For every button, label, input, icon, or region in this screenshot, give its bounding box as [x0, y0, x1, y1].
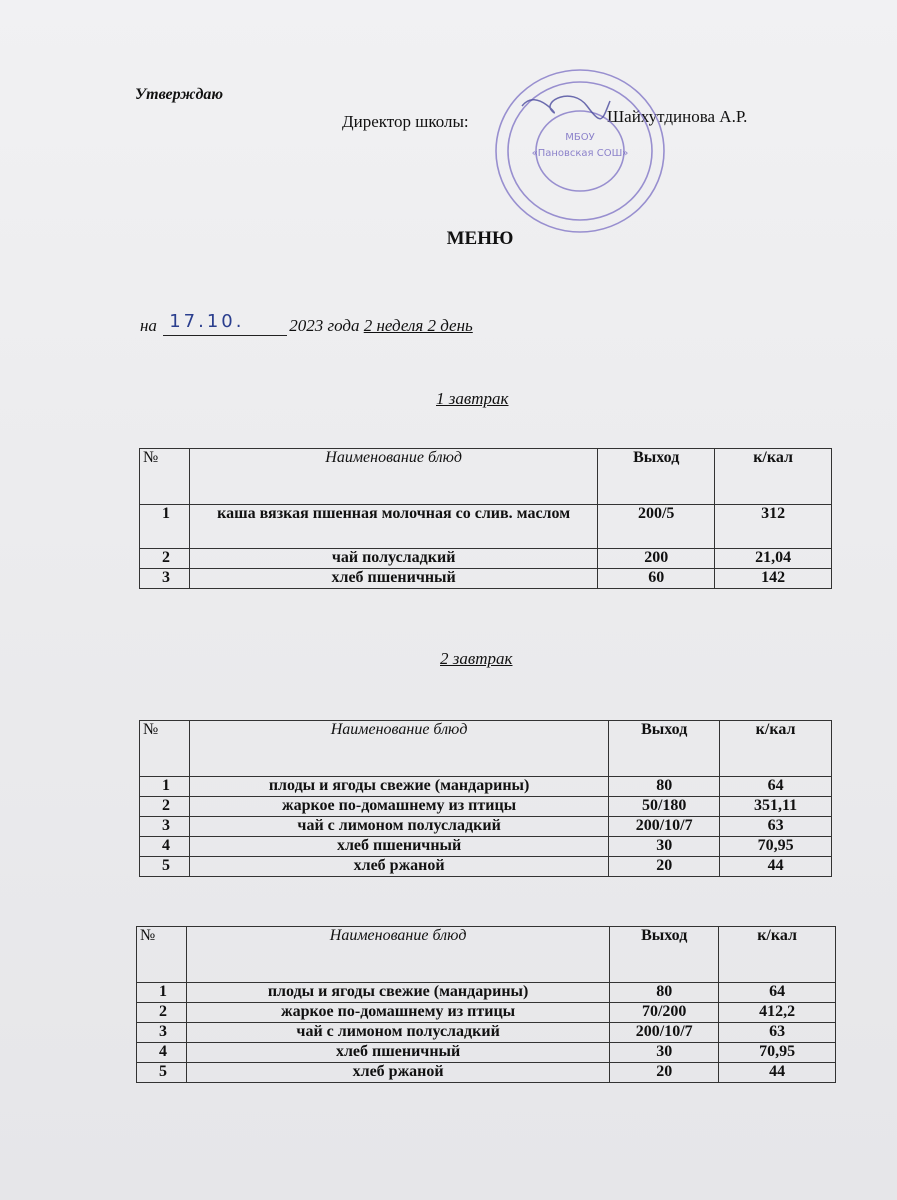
row-yield: 200/10/7	[609, 817, 720, 837]
row-yield: 60	[598, 569, 715, 589]
row-kcal: 312	[715, 505, 832, 549]
col-name: Наименование блюд	[186, 927, 609, 983]
table-row	[137, 1063, 836, 1083]
row-no: 3	[140, 817, 190, 837]
row-yield: 200/5	[598, 505, 715, 549]
week-day: 2 неделя 2 день	[363, 316, 473, 335]
row-yield: 30	[609, 837, 720, 857]
col-kcal: к/кал	[715, 449, 832, 505]
row-yield: 200/10/7	[610, 1023, 719, 1043]
date-line	[140, 311, 473, 336]
row-name: жаркое по-домашнему из птицы	[189, 797, 608, 817]
row-kcal: 64	[719, 983, 836, 1003]
director-label: Директор школы:	[342, 112, 469, 131]
row-no: 1	[137, 983, 187, 1003]
section-title-2: 2 завтрак	[440, 649, 513, 668]
table-header	[140, 721, 832, 777]
seal-text-2: «Пановская СОШ»	[531, 148, 629, 159]
table-row	[137, 1003, 836, 1023]
page-title: МЕНЮ	[446, 228, 514, 249]
col-no: №	[140, 449, 190, 505]
row-name: жаркое по-домашнему из птицы	[186, 1003, 609, 1023]
row-name: хлеб ржаной	[186, 1063, 609, 1083]
row-no: 5	[140, 857, 190, 877]
table-row	[140, 549, 832, 569]
row-kcal: 63	[720, 817, 832, 837]
row-name: хлеб пшеничный	[189, 837, 608, 857]
col-kcal: к/кал	[720, 721, 832, 777]
director-name: Шайхутдинова А.Р.	[607, 107, 748, 126]
table-row	[137, 983, 836, 1003]
row-yield: 20	[609, 857, 720, 877]
date-year: 2023 года	[289, 316, 360, 335]
director-line	[342, 107, 748, 132]
col-name: Наименование блюд	[189, 449, 597, 505]
row-kcal: 44	[720, 857, 832, 877]
menu-table-2	[139, 720, 832, 877]
seal-text-1: МБОУ	[565, 132, 595, 143]
table-row	[137, 1043, 836, 1063]
section-title-1: 1 завтрак	[436, 389, 509, 408]
date-prefix: на	[140, 316, 157, 335]
row-name: хлеб пшеничный	[189, 569, 597, 589]
col-no: №	[137, 927, 187, 983]
date-blank	[163, 311, 287, 336]
row-yield: 80	[609, 777, 720, 797]
row-kcal: 64	[720, 777, 832, 797]
table-row	[140, 569, 832, 589]
col-yield: Выход	[598, 449, 715, 505]
col-yield: Выход	[610, 927, 719, 983]
approve-label: Утверждаю	[135, 86, 224, 103]
menu-table-3	[136, 926, 836, 1083]
row-kcal: 44	[719, 1063, 836, 1083]
row-name: плоды и ягоды свежие (мандарины)	[186, 983, 609, 1003]
row-yield: 20	[610, 1063, 719, 1083]
table-row	[140, 777, 832, 797]
row-kcal: 351,11	[720, 797, 832, 817]
table-header	[137, 927, 836, 983]
row-yield: 80	[610, 983, 719, 1003]
row-yield: 50/180	[609, 797, 720, 817]
table-row	[137, 1023, 836, 1043]
row-no: 3	[137, 1023, 187, 1043]
row-name: хлеб пшеничный	[186, 1043, 609, 1063]
table-header	[140, 449, 832, 505]
row-no: 1	[140, 777, 190, 797]
row-name: чай с лимоном полусладкий	[189, 817, 608, 837]
menu-table-1	[139, 448, 832, 589]
row-kcal: 70,95	[719, 1043, 836, 1063]
row-no: 3	[140, 569, 190, 589]
row-kcal: 142	[715, 569, 832, 589]
table-row	[140, 797, 832, 817]
col-no: №	[140, 721, 190, 777]
row-no: 4	[140, 837, 190, 857]
row-no: 1	[140, 505, 190, 549]
row-kcal: 21,04	[715, 549, 832, 569]
row-name: каша вязкая пшенная молочная со слив. маслом	[189, 505, 597, 549]
row-no: 2	[140, 549, 190, 569]
row-no: 5	[137, 1063, 187, 1083]
row-kcal: 70,95	[720, 837, 832, 857]
col-name: Наименование блюд	[189, 721, 608, 777]
row-name: плоды и ягоды свежие (мандарины)	[189, 777, 608, 797]
table-row	[140, 505, 832, 549]
row-name: чай с лимоном полусладкий	[186, 1023, 609, 1043]
table-row	[140, 837, 832, 857]
table-row	[140, 817, 832, 837]
school-seal	[492, 66, 668, 236]
row-no: 4	[137, 1043, 187, 1063]
row-yield: 30	[610, 1043, 719, 1063]
row-no: 2	[137, 1003, 187, 1023]
row-no: 2	[140, 797, 190, 817]
row-name: чай полусладкий	[189, 549, 597, 569]
col-yield: Выход	[609, 721, 720, 777]
handwritten-date: 17.10.	[169, 311, 245, 332]
row-yield: 70/200	[610, 1003, 719, 1023]
row-kcal: 63	[719, 1023, 836, 1043]
row-kcal: 412,2	[719, 1003, 836, 1023]
col-kcal: к/кал	[719, 927, 836, 983]
row-name: хлеб ржаной	[189, 857, 608, 877]
table-row	[140, 857, 832, 877]
row-yield: 200	[598, 549, 715, 569]
